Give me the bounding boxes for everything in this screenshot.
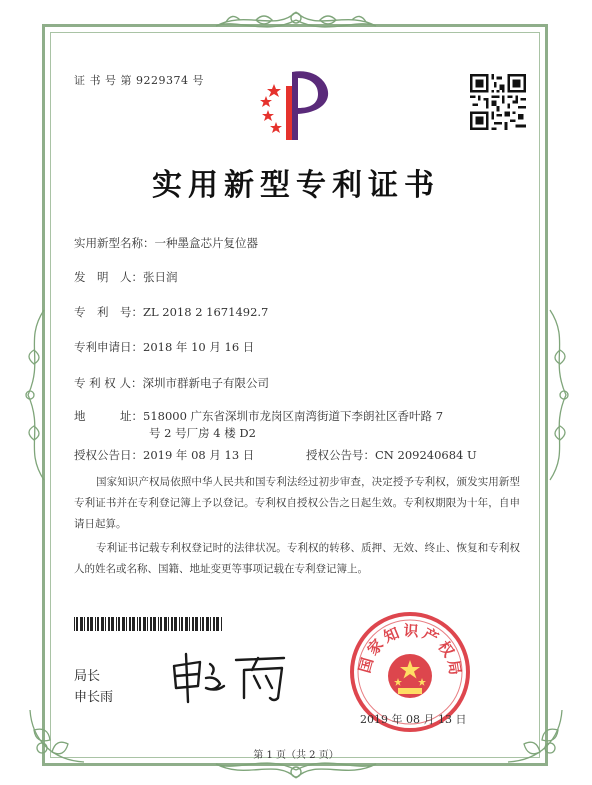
- top-ornament: [196, 8, 396, 38]
- left-ornament: [20, 300, 48, 490]
- filing-date-row: [74, 339, 254, 355]
- patentee-label: 专 利 权 人：: [74, 376, 143, 390]
- inventor-row: [74, 269, 178, 285]
- address-value-line1: 518000 广东省深圳市龙岗区南湾街道下李朗社区香叶路 7: [143, 409, 444, 423]
- utility-name-value: 一种墨盒芯片复位器: [154, 236, 258, 250]
- grant-date-label: 授权公告日：: [74, 448, 143, 462]
- patentee-row: [74, 375, 269, 391]
- director-name: 申长雨: [74, 690, 114, 705]
- filing-date-value: 2018 年 10 月 16 日: [143, 340, 255, 354]
- address-row-continued: [149, 425, 256, 441]
- utility-name-row: [74, 235, 258, 251]
- patent-number-value: ZL 2018 2 1671492.7: [143, 305, 269, 319]
- qr-code: [470, 74, 526, 130]
- director-signature: [166, 648, 296, 704]
- right-ornament: [546, 300, 574, 490]
- address-value-line2: 号 2 号厂房 4 楼 D2: [149, 426, 256, 440]
- certificate-title: 实用新型专利证书: [152, 168, 440, 203]
- barcode: [74, 617, 224, 631]
- director-title: 局长: [74, 669, 101, 684]
- grant-date-row: [74, 447, 254, 463]
- seal-date: 2019 年 08 月 13 日: [360, 713, 467, 726]
- patentee-value: 深圳市群新电子有限公司: [142, 376, 269, 390]
- grant-number-value: CN 209240684 U: [375, 448, 477, 462]
- grant-number-label: 授权公告号：: [306, 448, 375, 462]
- seal-text: 国家知识产权局: [355, 621, 465, 680]
- page-number: 第 1 页（共 2 页）: [253, 750, 339, 761]
- grant-statement-paragraph: 国家知识产权局依照中华人民共和国专利法经过初步审查，决定授予专利权，颁发实用新型专利证书并在专利登记簿上予以登记。专利权自授权公告之日起生效。专利权期限为十年，自申请日起算。: [74, 476, 520, 530]
- filing-date-label: 专利申请日：: [74, 340, 143, 354]
- patent-office-logo: [252, 66, 338, 144]
- patent-number-label: 专 利 号：: [74, 305, 143, 319]
- inventor-value: 张日润: [143, 270, 178, 284]
- grant-date-value: 2019 年 08 月 13 日: [143, 448, 255, 462]
- certificate-number-label: 证 书 号 第: [74, 74, 132, 87]
- certificate-number-suffix: 号: [192, 74, 204, 87]
- utility-name-label: 实用新型名称：: [74, 236, 155, 250]
- certificate-number-value: 9229374: [136, 74, 189, 87]
- grant-number-row: [306, 447, 477, 463]
- address-label: 地 址：: [74, 409, 143, 423]
- certificate-number: [74, 72, 204, 88]
- address-row: [74, 408, 443, 424]
- patent-number-row: [74, 304, 268, 320]
- legal-status-paragraph: 专利证书记载专利权登记时的法律状况。专利权的转移、质押、无效、终止、恢复和专利权人的姓名或名称、国籍、地址变更等事项记载在专利登记簿上。: [74, 542, 520, 575]
- inventor-label: 发 明 人：: [74, 270, 143, 284]
